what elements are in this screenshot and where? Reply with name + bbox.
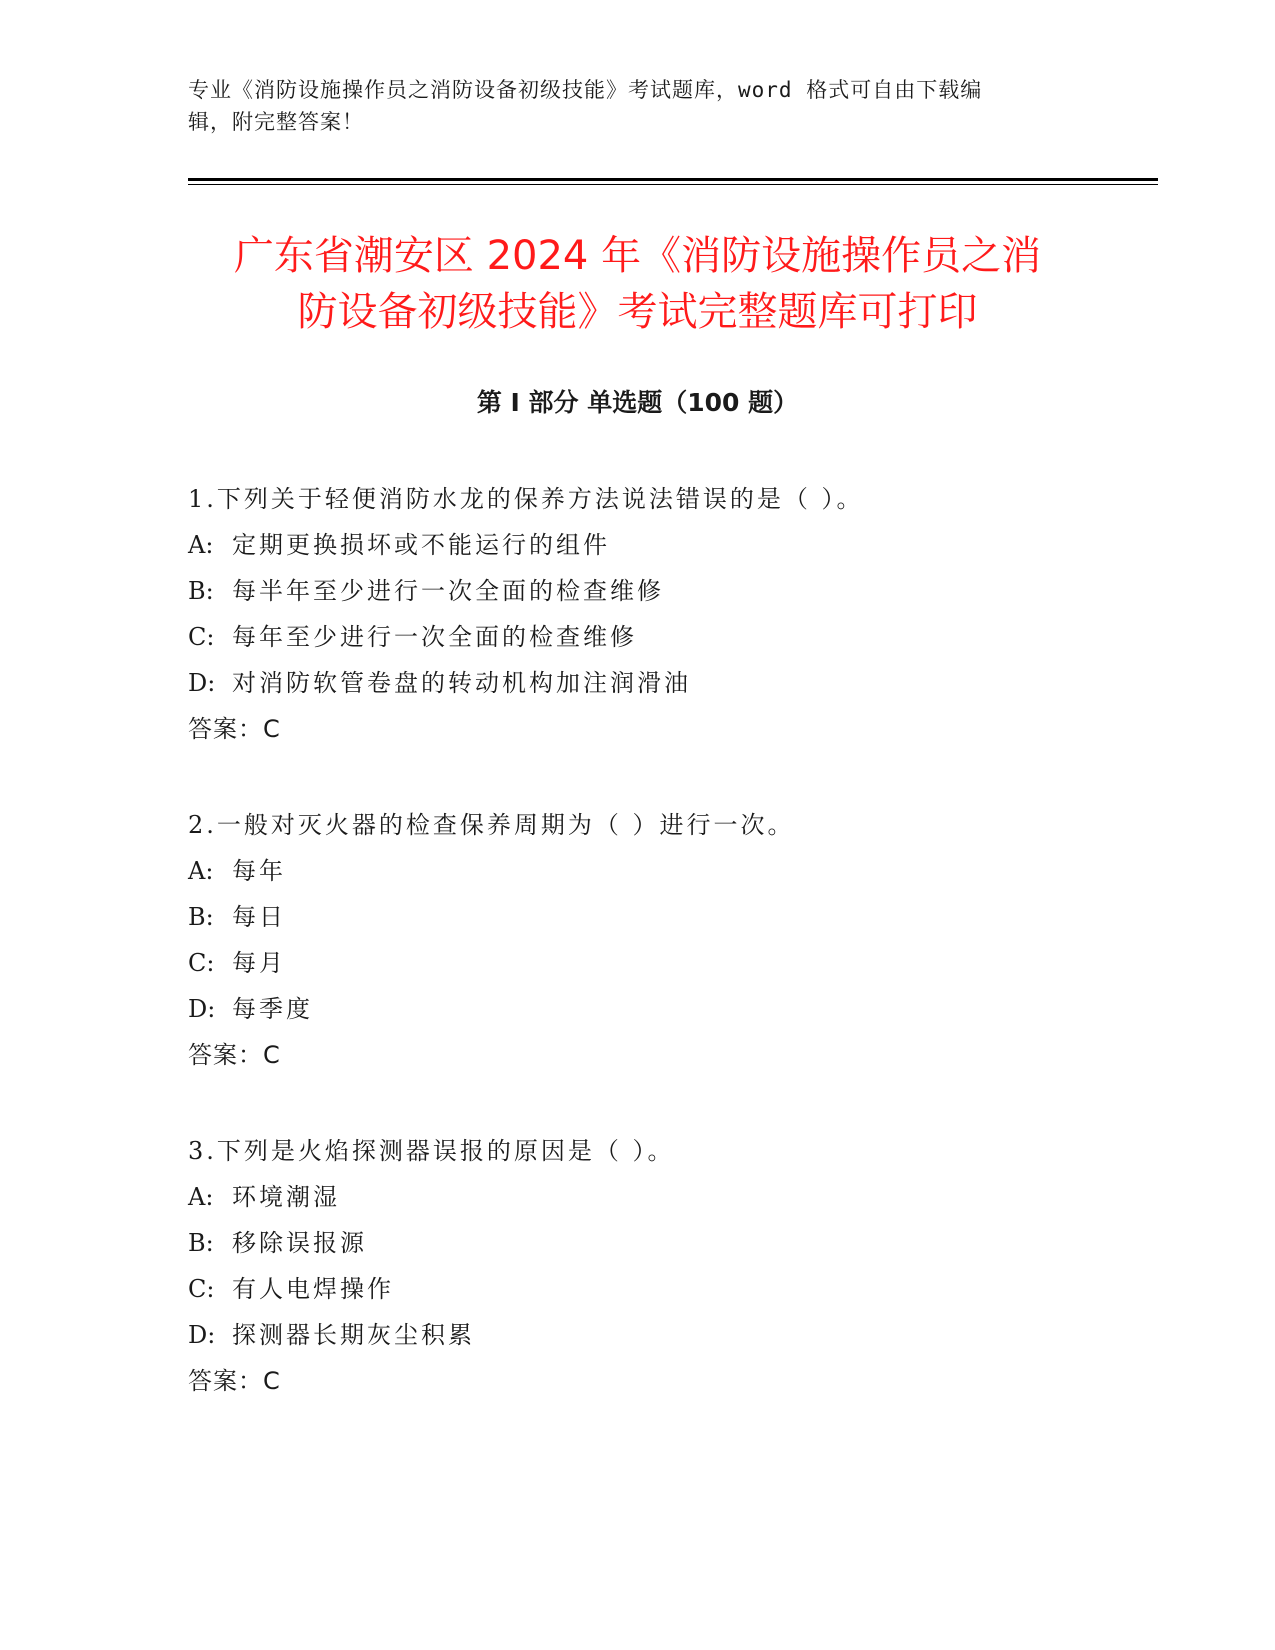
option-text: 每日 — [232, 903, 286, 931]
question-stem: 3.下列是火焰探测器误报的原因是（ ）。 — [188, 1137, 675, 1165]
section-heading: 第 I 部分 单选题（100 题） — [476, 388, 799, 417]
question-list — [188, 476, 1138, 1454]
option-text: 每年至少进行一次全面的检查维修 — [232, 623, 637, 651]
option-d — [188, 986, 1138, 1032]
option-letter: D: — [188, 1321, 216, 1349]
option-letter: A: — [188, 531, 214, 559]
option-text: 每半年至少进行一次全面的检查维修 — [232, 577, 664, 605]
question-2 — [188, 802, 1138, 1078]
option-letter: D: — [188, 669, 216, 697]
document-title-line-2: 防设备初级技能》考试完整题库可打印 — [297, 289, 978, 335]
option-b — [188, 894, 1138, 940]
option-d — [188, 660, 1138, 706]
question-3 — [188, 1128, 1138, 1404]
option-text: 每季度 — [232, 995, 313, 1023]
option-text: 每月 — [232, 949, 286, 977]
option-letter: C: — [188, 623, 215, 651]
option-text: 每年 — [232, 857, 286, 885]
header-rule-thick — [188, 178, 1158, 181]
header-note-line-1: 专业《消防设施操作员之消防设备初级技能》考试题库，word 格式可自由下载编 — [188, 78, 983, 102]
option-text: 定期更换损坏或不能运行的组件 — [232, 531, 610, 559]
option-text: 移除误报源 — [232, 1229, 367, 1257]
question-1 — [188, 476, 1138, 752]
answer: 答案：C — [188, 1041, 281, 1069]
option-d — [188, 1312, 1138, 1358]
option-letter: B: — [188, 577, 214, 605]
option-letter: B: — [188, 903, 214, 931]
header-note-line-2: 辑，附完整答案！ — [188, 110, 364, 134]
option-c — [188, 614, 1138, 660]
document-title-line-1: 广东省潮安区 2024 年《消防设施操作员之消 — [233, 233, 1042, 279]
option-letter: C: — [188, 949, 215, 977]
option-letter: A: — [188, 857, 214, 885]
option-text: 探测器长期灰尘积累 — [232, 1321, 475, 1349]
option-c — [188, 1266, 1138, 1312]
option-c — [188, 940, 1138, 986]
question-stem: 2.一般对灭火器的检查保养周期为（ ）进行一次。 — [188, 811, 795, 839]
answer: 答案：C — [188, 1367, 281, 1395]
option-text: 有人电焊操作 — [232, 1275, 394, 1303]
option-text: 环境潮湿 — [232, 1183, 340, 1211]
option-letter: A: — [188, 1183, 214, 1211]
header-note — [188, 74, 1088, 138]
option-letter: B: — [188, 1229, 214, 1257]
answer: 答案：C — [188, 715, 281, 743]
option-a — [188, 522, 1138, 568]
document-title — [150, 228, 1125, 340]
header-rule-thin — [188, 184, 1158, 185]
option-text: 对消防软管卷盘的转动机构加注润滑油 — [232, 669, 691, 697]
option-letter: D: — [188, 995, 216, 1023]
option-b — [188, 1220, 1138, 1266]
option-a — [188, 1174, 1138, 1220]
option-a — [188, 848, 1138, 894]
question-stem: 1.下列关于轻便消防水龙的保养方法说法错误的是（ ）。 — [188, 485, 864, 513]
option-b — [188, 568, 1138, 614]
option-letter: C: — [188, 1275, 215, 1303]
